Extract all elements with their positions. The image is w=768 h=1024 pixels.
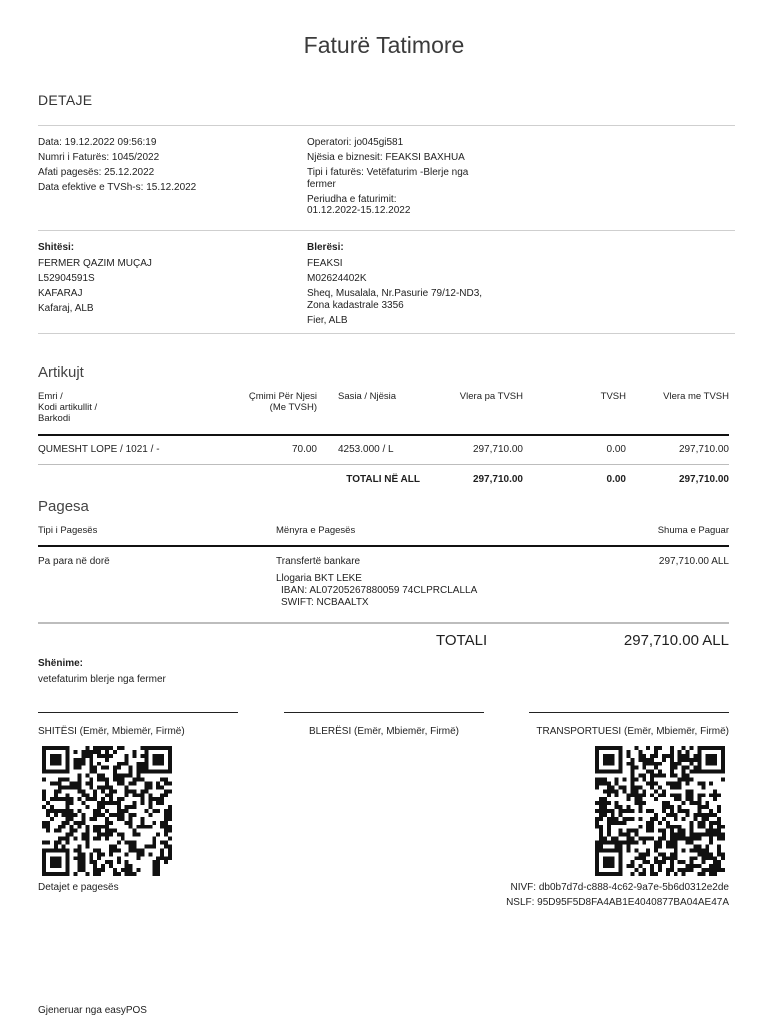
billing-period-label: Periudha e faturimit: [307,194,397,205]
divider [38,230,735,231]
buyer-signature-label: BLERËSI (Emër, Mbiemër, Firmë) [308,726,460,737]
invoice-type: Tipi i faturës: Vetëfaturim -Blerje nga [307,167,469,178]
item-net-value: 297,710.00 [472,444,523,455]
col-payment-method: Mënyra e Pagesës [276,525,356,536]
item-quantity: 4253.000 / L [338,444,394,455]
seller-address: KAFARAJ [38,288,83,299]
qr-left-caption: Detajet e pagesës [38,882,119,893]
seller-city: Kafaraj, ALB [38,303,94,314]
item-unit-price: 70.00 [291,444,317,455]
col-gross-value: Vlera me TVSH [663,391,729,402]
buyer-name: FEAKSI [307,258,343,269]
items-total-gross: 297,710.00 [678,474,729,485]
buyer-heading: Blerësi: [307,242,344,253]
seller-signature-line [38,712,238,713]
seller-heading: Shitësi: [38,242,75,253]
bank-account: Llogaria BKT LEKE [276,573,362,584]
col-vat: TVSH [600,391,626,402]
buyer-signature-line [284,712,484,713]
notes-heading: Shënime: [38,658,84,669]
divider [38,464,729,465]
col-name: Emri / Kodi artikullit / Barkodi [38,391,98,424]
business-unit: Njësia e biznesit: FEAKSI BAXHUA [307,152,465,163]
payment-method: Transfertë bankare [276,556,361,567]
bank-iban: IBAN: AL07205267880059 74CLPRCLALLA [281,585,478,596]
item-vat: 0.00 [606,444,626,455]
seller-name: FERMER QAZIM MUÇAJ [38,258,152,269]
invoice-number: Numri i Faturës: 1045/2022 [38,152,160,163]
items-total-net: 297,710.00 [472,474,523,485]
invoice-type-cont: fermer [307,179,336,190]
grand-total-label: TOTALI [436,632,488,649]
transporter-signature-label: TRANSPORTUESI (Emër, Mbiemër, Firmë) [536,726,729,737]
nivf-code: NIVF: db0b7d7d-c888-4c62-9a7e-5b6d0312e2de [510,882,729,893]
seller-signature-label: SHITËSI (Emër, Mbiemër, Firmë) [38,726,185,737]
amount-paid: 297,710.00 ALL [658,556,729,567]
details-heading: DETAJE [38,92,93,108]
table-header-rule [38,434,729,436]
col-payment-type: Tipi i Pagesës [38,525,98,536]
payment-qr-code [38,746,176,876]
item-name: QUMESHT LOPE / 1021 / - [38,444,160,455]
verification-qr-code [591,746,729,876]
invoice-title: Faturë Tatimore [303,32,465,58]
seller-nipt: L52904591S [38,273,95,284]
invoice-date: Data: 19.12.2022 09:56:19 [38,137,157,148]
col-net-value: Vlera pa TVSH [459,391,523,402]
buyer-nipt: M02624402K [307,273,367,284]
items-heading: Artikujt [38,364,84,381]
items-total-label: TOTALI NË ALL [346,474,420,485]
operator: Operatori: jo045gi581 [307,137,404,148]
divider [38,125,735,126]
table-header-rule [38,545,729,547]
divider [38,333,735,334]
item-gross-value: 297,710.00 [678,444,729,455]
divider [38,622,729,624]
vat-effective-date: Data efektive e TVSh-s: 15.12.2022 [38,182,197,193]
payment-type: Pa para në dorë [38,556,110,567]
footer-generated-by: Gjeneruar nga easyPOS [38,1005,147,1016]
grand-total-value: 297,710.00 ALL [623,632,729,649]
payment-deadline: Afati pagesës: 25.12.2022 [38,167,155,178]
col-unit-price: Çmimi Për Njesi (Me TVSH) [248,391,317,413]
buyer-city: Fier, ALB [307,315,348,326]
nslf-code: NSLF: 95D95F5D8FA4AB1E4040877BA04AE47A [506,897,729,908]
items-total-vat: 0.00 [606,474,626,485]
buyer-cadastral-zone: Zona kadastrale 3356 [307,300,404,311]
transporter-signature-line [529,712,729,713]
payment-heading: Pagesa [38,498,89,515]
notes-text: vetefaturim blerje nga fermer [38,674,166,685]
buyer-address: Sheq, Musalala, Nr.Pasurie 79/12-ND3, [307,288,483,299]
billing-period: 01.12.2022-15.12.2022 [307,205,411,216]
col-amount-paid: Shuma e Paguar [657,525,729,536]
col-quantity: Sasia / Njësia [338,391,397,402]
bank-swift: SWIFT: NCBAALTX [281,597,369,608]
